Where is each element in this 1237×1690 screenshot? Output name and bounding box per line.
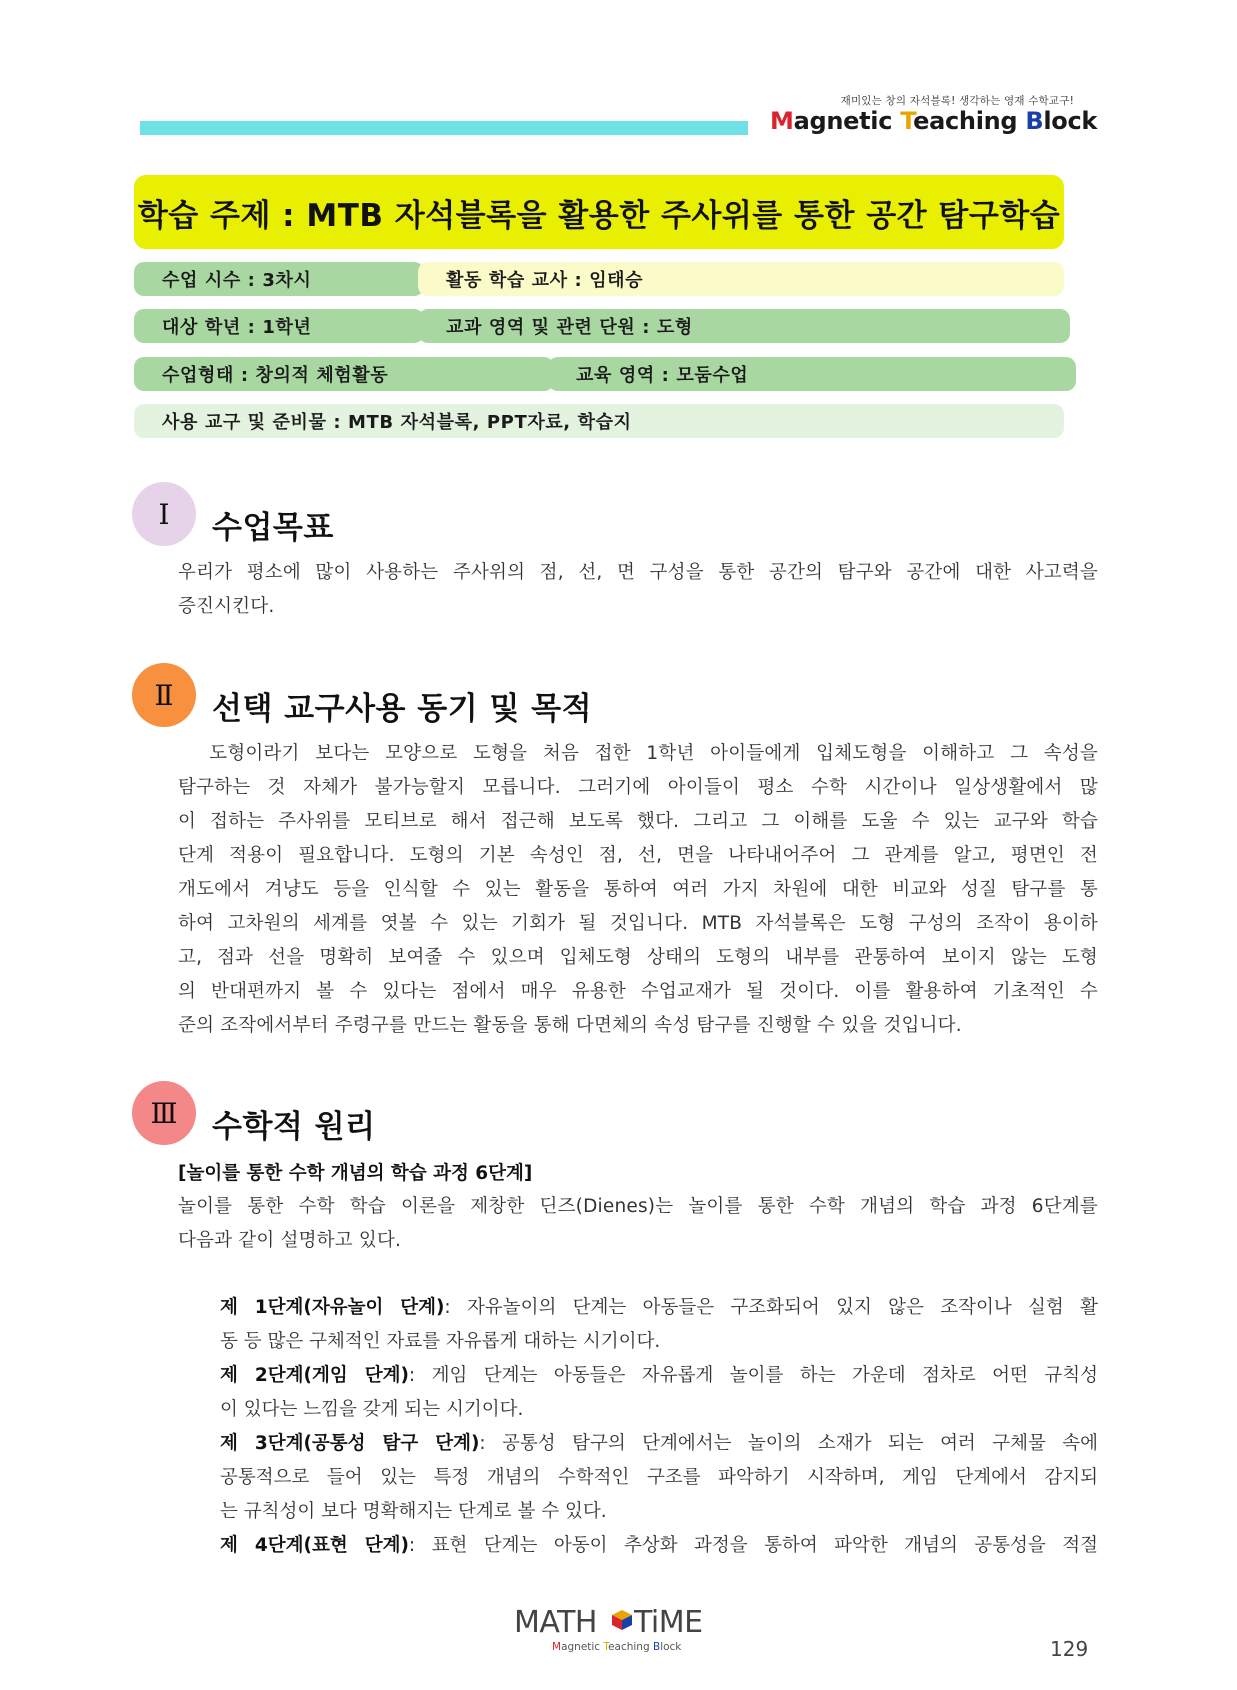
paragraph-line: 의 반대편까지 볼 수 있다는 점에서 매우 유용한 수업교재가 될 것이다. 이를 활용하여 기초적인 수 <box>178 981 1098 1002</box>
section-2-badge: Ⅱ <box>132 663 196 727</box>
step-4 <box>220 1529 1098 1563</box>
step-continuation: 이 있다는 느낌을 갖게 되는 시기이다. <box>220 1399 524 1420</box>
paragraph-line: 하여 고차원의 세계를 엿볼 수 있는 기회가 될 것입니다. MTB 자석블록은 도형 구성의 조작이 용이하 <box>178 913 1098 934</box>
header-accent-bar <box>140 121 748 135</box>
footer-logo-word: TiME <box>634 1605 703 1640</box>
section-3-title: 수학적 원리 <box>212 1109 376 1145</box>
footer-logo-sub: Magnetic Teaching Block <box>552 1641 682 1653</box>
paragraph-line: 고, 점과 선을 명확히 보여줄 수 있으며 입체도형 상태의 도형의 내부를 관통하여 보이지 않는 도형 <box>178 947 1098 968</box>
lesson-title-box <box>134 175 1064 249</box>
paragraph-line: 준의 조작에서부터 주령구를 만드는 활동을 통해 다면체의 속성 탐구를 진행할 수 있을 것입니다. <box>178 1015 962 1036</box>
step-label: 제 3단계(공통성 탐구 단계) <box>220 1433 480 1454</box>
info-subject-area: 교과 영역 및 관련 단원 : 도형 <box>418 309 1070 343</box>
info-materials: 사용 교구 및 준비물 : MTB 자석블록, PPT자료, 학습지 <box>134 404 1064 438</box>
paragraph-line: 우리가 평소에 많이 사용하는 주사위의 점, 선, 면 구성을 통한 공간의 탐구와 공간에 대한 사고력을 <box>178 562 1098 583</box>
step-continuation: 동 등 많은 구체적인 자료를 자유롭게 대하는 시기이다. <box>220 1331 661 1352</box>
paragraph-line: 증진시킨다. <box>178 596 275 617</box>
info-hours: 수업 시수 : 3차시 <box>134 262 424 296</box>
cube-icon <box>611 1609 633 1631</box>
section-3-badge: Ⅲ <box>132 1081 196 1145</box>
paragraph-line: 놀이를 통한 수학 학습 이론을 제창한 딘즈(Dienes)는 놀이를 통한 수학 개념의 학습 과정 6단계를 <box>178 1196 1098 1217</box>
paragraph-line: 이 접하는 주사위를 모티브로 해서 접근해 보도록 했다. 그리고 그 이해를 도울 수 있는 교구와 학습 <box>178 811 1098 832</box>
section-2-title: 선택 교구사용 동기 및 목적 <box>212 691 593 727</box>
paragraph-line: 도형이라기 보다는 모양으로 도형을 처음 접한 1학년 아이들에게 입체도형을 이해하고 그 속성을 <box>178 743 1098 764</box>
step-label: 제 2단계(게임 단계) <box>220 1365 409 1386</box>
footer-logo-word: MATH <box>514 1605 597 1640</box>
paragraph-line: 개도에서 겨냥도 등을 인식할 수 있는 활동을 통하여 여러 가지 차원에 대한 비교와 성질 탐구를 통 <box>178 879 1098 900</box>
learning-steps-list <box>220 1291 1098 1563</box>
step-text: : 표현 단계는 아동이 추상화 과정을 통하여 파악한 개념의 공통성을 적절 <box>408 1535 1098 1556</box>
section-1-body <box>178 556 1098 624</box>
paragraph-line: 단계 적용이 필요합니다. 도형의 기본 속성인 점, 선, 면을 나타내어주어 그 관계를 알고, 평면인 전 <box>178 845 1098 866</box>
step-text: : 게임 단계는 아동들은 자유롭게 놀이를 하는 가운데 점차로 어떤 규칙성 <box>408 1365 1098 1386</box>
step-1 <box>220 1291 1098 1325</box>
paragraph-line: 탐구하는 것 자체가 불가능할지 모릅니다. 그러기에 아이들이 평소 수학 시간이나 일상생활에서 많 <box>178 777 1098 798</box>
section-2-body <box>178 737 1098 1043</box>
info-grade: 대상 학년 : 1학년 <box>134 309 424 343</box>
section-1-badge: Ⅰ <box>132 482 196 546</box>
step-continuation: 는 규칙성이 보다 명확해지는 단계로 볼 수 있다. <box>220 1501 607 1522</box>
section-1-title: 수업목표 <box>212 510 334 546</box>
page-number: 129 <box>1050 1637 1089 1661</box>
step-continuation: 공통적으로 들어 있는 특정 개념의 수학적인 구조를 파악하기 시작하며, 게임 단계에서 감지되 <box>220 1467 1098 1488</box>
info-teacher: 활동 학습 교사 : 임태승 <box>418 262 1064 296</box>
paragraph-line: 다음과 같이 설명하고 있다. <box>178 1230 402 1251</box>
header-brand-logo: Magnetic Teaching Block <box>770 107 1098 135</box>
section-3-body <box>178 1190 1098 1258</box>
step-3 <box>220 1427 1098 1461</box>
section-3-subheading: [놀이를 통한 수학 개념의 학습 과정 6단계] <box>178 1163 533 1184</box>
step-label: 제 4단계(표현 단계) <box>220 1535 409 1556</box>
header-tagline: 재미있는 창의 자석블록! 생각하는 영재 수학교구! <box>840 95 1074 107</box>
step-text: : 자유놀이의 단계는 아동들은 구조화되어 있지 않은 조작이나 실험 활 <box>444 1297 1098 1318</box>
footer-logo <box>514 1605 724 1665</box>
step-label: 제 1단계(자유놀이 단계) <box>220 1297 445 1318</box>
step-text: : 공통성 탐구의 단계에서는 놀이의 소재가 되는 여러 구체물 속에 <box>479 1433 1098 1454</box>
lesson-title: 학습 주제 : MTB 자석블록을 활용한 주사위를 통한 공간 탐구학습 <box>137 197 1061 234</box>
info-edu-area: 교육 영역 : 모둠수업 <box>548 357 1076 391</box>
info-lesson-type: 수업형태 : 창의적 체험활동 <box>134 357 554 391</box>
step-2 <box>220 1359 1098 1393</box>
